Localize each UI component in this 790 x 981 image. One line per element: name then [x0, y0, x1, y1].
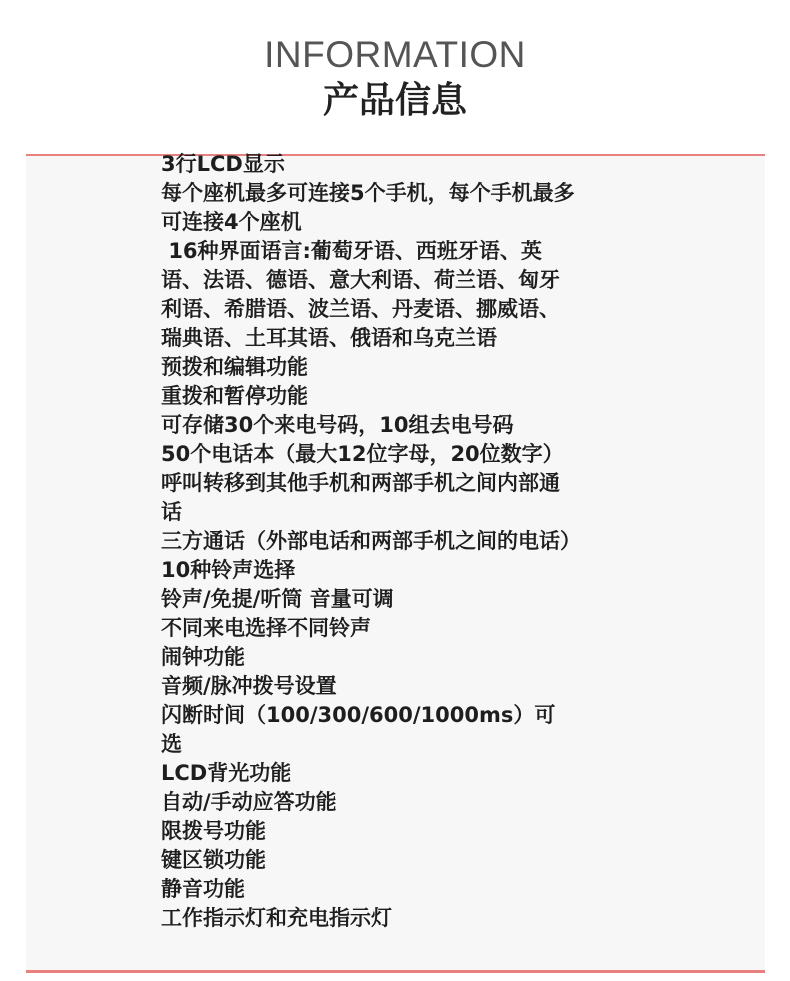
section-title-cn: 产品信息	[322, 80, 467, 121]
feature-item: 闹钟功能	[161, 645, 245, 669]
feature-item: 预拨和编辑功能	[161, 355, 308, 379]
feature-item: 静音功能	[161, 877, 245, 901]
feature-item: 可存储30个来电号码，10组去电号码	[161, 413, 514, 437]
feature-item: 工作指示灯和充电指示灯	[161, 906, 392, 930]
feature-list	[161, 150, 581, 933]
feature-item: 自动/手动应答功能	[161, 790, 337, 814]
section-title-en: INFORMATION	[264, 34, 526, 75]
feature-item: 10种铃声选择	[161, 558, 296, 582]
feature-item: LCD背光功能	[161, 761, 292, 785]
feature-item: 铃声/免提/听筒 音量可调	[161, 587, 394, 611]
feature-item: 不同来电选择不同铃声	[161, 616, 371, 640]
feature-item: 音频/脉冲拨号设置	[161, 674, 337, 698]
feature-item: 呼叫转移到其他手机和两部手机之间内部通话	[161, 471, 560, 524]
feature-item: 限拨号功能	[161, 819, 266, 843]
feature-item: 16种界面语言:葡萄牙语、西班牙语、英语、法语、德语、意大利语、荷兰语、匈牙利语、希腊语、波兰语、丹麦语、挪威语、瑞典语、土耳其语、俄语和乌克兰语	[161, 239, 560, 350]
feature-item: 3行LCD显示	[161, 152, 285, 176]
feature-item: 闪断时间（100/300/600/1000ms）可选	[161, 703, 556, 756]
feature-item: 键区锁功能	[161, 848, 266, 872]
bottom-divider	[26, 970, 765, 973]
feature-item: 三方通话（外部电话和两部手机之间的电话）	[161, 529, 581, 553]
feature-item: 重拨和暂停功能	[161, 384, 308, 408]
feature-item: 50个电话本（最大12位字母，20位数字）	[161, 442, 564, 466]
feature-item: 每个座机最多可连接5个手机，每个手机最多可连接4个座机	[161, 181, 575, 234]
